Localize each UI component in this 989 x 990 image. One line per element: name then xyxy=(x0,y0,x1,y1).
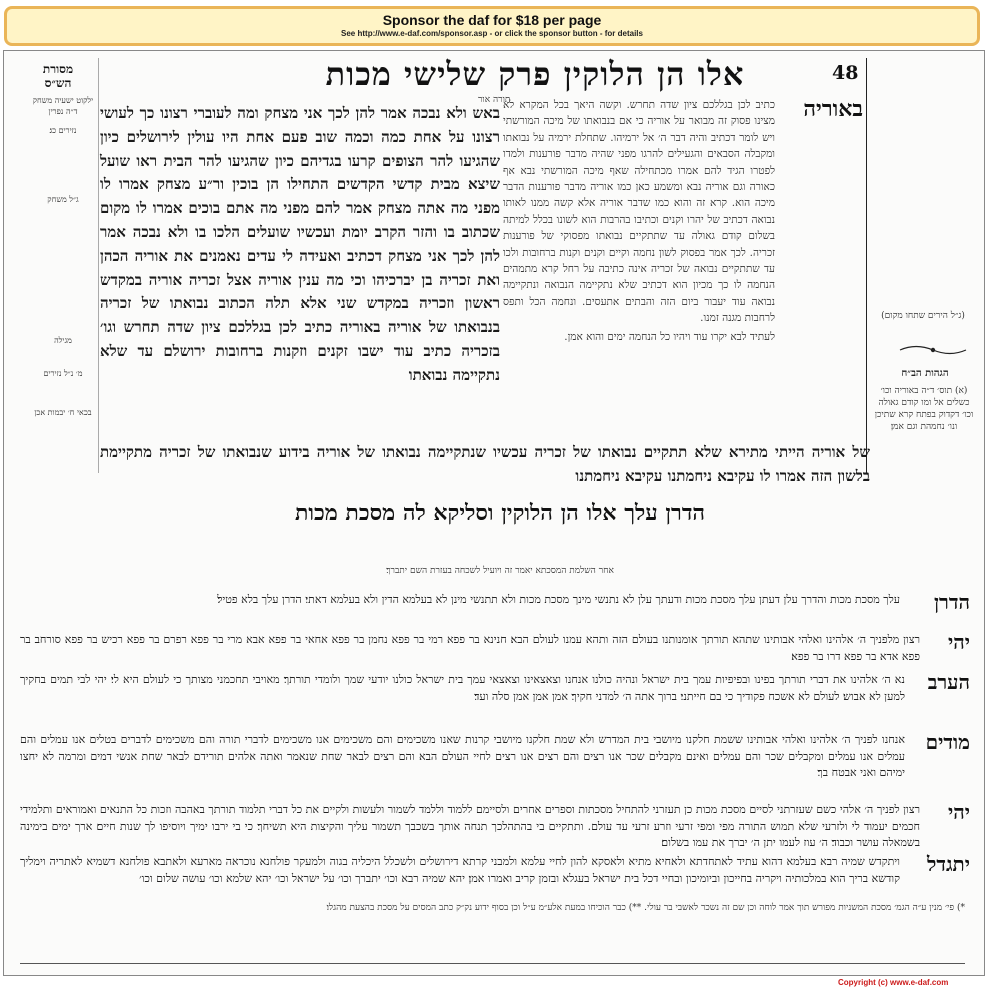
prayer-hadran xyxy=(20,590,970,630)
prayer-head: מודים xyxy=(925,730,970,754)
hadran-instruction: אחר השלמת המסכתא יאמר זה ויועיל לשכחה בעזרת השם יתברך׃ xyxy=(386,566,614,576)
prayer-body: רצון מלפניך ה׳ אלהינו ואלהי אבותינו שתהא תורתך אומנותנו בעולם הזה ותהא עמנו לעולם הבא׃ חנינא בר פפא רמי בר פפא נחמן בר פפא אחאי בר פפא אבא מרי בר פפא רפרם בר פפא רכיש בר פפא סורחב בר פפא אדא בר פפא דרו בר פפא׃ xyxy=(20,633,920,663)
torah-or-label: תורה אור xyxy=(478,95,511,105)
hagahot-text: (א) תוס׳ ד״ה באוריה וכו׳ כשלים אל ומו קודם גאולה וכו׳ דקדוק בפתח קרא שתיכן ונו׳ נחמהת וגם אמן׃ xyxy=(874,386,974,432)
prayer-yehi-1 xyxy=(20,630,970,670)
divider-right xyxy=(866,58,867,473)
page-number: 48 xyxy=(832,62,859,84)
prayer-yitgadal xyxy=(20,852,970,902)
rashi-commentary xyxy=(503,97,775,442)
sponsor-banner[interactable] xyxy=(4,6,980,46)
prayer-modim xyxy=(20,730,970,790)
sponsor-title: Sponsor the daf for $18 per page xyxy=(382,12,602,28)
left-note-6: בכאי ח׳ יבמות אכן xyxy=(34,408,92,417)
flourish-ornament xyxy=(898,343,968,357)
left-note-3: ג״ל משחק xyxy=(47,195,79,204)
prayer-body: ויתקדש שמיה רבא בעלמא דהוא עתיד לאתחדתא ולאחיא מתיא ולאסקא להון לחיי עלמא ולמבני קרתא דירושלים ולשכלל היכליה בגוה ולמעקר פולחנא נוכראה מארעא ולאתבא פולחנא דשמיא לאתריה וימליך קודשא בריך הוא במלכותיה ויקריה בחייכון וביומיכון ובחיי דכל בית ישראל בעגלא ובזמן קריב ואמרו אמן׃ יהא שמיה רבא וכו׳ יתברך וכו׳ על ישראל וכו׳ יהא שלמא וכו׳ עושה שלום וכו׳ xyxy=(20,855,900,885)
hadran-title: הדרן עלך אלו הן הלוקין וסליקא לה מסכת מכות xyxy=(294,500,706,526)
divider-left xyxy=(98,58,99,473)
prayer-body: נא ה׳ אלהינו את דברי תורתך בפינו ובפיפיות עמך בית ישראל ונהיה כולנו אנחנו וצאצאינו וצאצאי עמך בית ישראל כולנו יודעי שמך ולומדי תורתך׃ מאויבי תחכמני מצותך כי לעולם היא לי׃ יהי לבי תמים בחקיך למען לא אבוש׃ לעולם לא אשכח פקודיך כי בם חייתני׃ ברוך אתה ה׳ למדני חקיך׃ אמן אמן אמן סלה ועד׃ xyxy=(20,673,905,703)
gemara-text: באש ולא נבכה אמר להן לכך אני מצחק ומה לעוברי רצונו כך לעושי רצונו על אחת כמה וכמה שוב פעם אחת היו עולין לירושלים כיון שהגיעו להר הצופים קרעו בגדיהם כיון שהגיעו להר הבית ראו שועל שיצא מבית קדשי הקדשים התחילו הן בוכין ור״ע מצחק אמרו לו מפני מה אתה מצחק אמר להם מפני מה אתם בוכים אמרו לו מקום שכתוב בו והזר הקרב יומת ועכשיו שועלים הלכו בו ולא נבכה אמר להן לכך אני מצחק דכתיב ואעידה לי עדים נאמנים את אוריה הכהן ואת זכריה בן יברכיהו וכי מה ענין אוריה אצל זכריה אוריה במקדש ראשון וזכריה במקדש שני אלא תלה הכתוב נבואתו של זכריה בנבואתו של אוריה באוריה כתיב לכן בגללכם ציון שדה תחרש וגו׳ בזכריה כתיב עוד ישבו זקנים וזקנות ברחובות ירושלם עד שלא נתקיימה נבואתו xyxy=(100,104,500,384)
rashi-dropword: באוריה xyxy=(803,96,863,122)
hagahot-title: הגהות הב״ח xyxy=(901,368,949,379)
left-note-4: מגילה xyxy=(54,336,72,345)
left-note-5: מ׳ נ״ל נזירים xyxy=(43,369,83,378)
left-note-2: נזירים כג׃ xyxy=(49,126,77,135)
bottom-rule xyxy=(20,963,965,964)
footnote-line: *) פי׳ מנין ע״ה הגמ׳ מסכת המשניות מפורש תוך אמר לוחה וכן שם זה נשכר לאשבי בר עולי. **) כבר הוכיחו במעת אלע״מ ע״ל וכן בסוף ידוע נק״ק כתב המסים על מסכת בהצעת מהגלו׃ xyxy=(326,903,965,913)
prayer-head: יהי xyxy=(948,630,970,654)
prayer-head: הדרן xyxy=(933,590,970,614)
masechet-label: מסורת הש״ס xyxy=(42,62,74,90)
prayer-body: עלך מסכת מכות והדרך עלן דעתן עלך מסכת מכות ודעתך עלן לא נתנשי מינך מסכת מכות ולא תתנשי מינן לא בעלמא הדין ולא בעלמא דאתי׃ הדרן עלך בלא פטיל׃ xyxy=(217,593,900,606)
prayer-yehi-2 xyxy=(20,800,970,860)
prayer-head: יתגדל xyxy=(926,852,970,876)
gemara-tail: של אוריה הייתי מתירא שלא תתקיים נבואתו של זכריה עכשיו שנתקיימה נבואתו של אוריה בידוע שנבואתו של זכריה מתקיימת בלשון הזה אמרו לו עקיבא ניחמתנו עקיבא ניחמתנו xyxy=(100,443,870,485)
right-note-1: (ג״ל הירים שתחו מקום) xyxy=(881,311,965,321)
prayer-haarev xyxy=(20,670,970,720)
prayer-head: יהי xyxy=(948,800,970,824)
copyright-link[interactable]: Copyright (c) www.e-daf.com xyxy=(838,978,949,987)
rashi-text: כתיב לכן בגללכם ציון שדה תחרש. וקשה היאך בכל המקרא לא מצינו פסוק זה מבואר על אוריה כי אם בנבואתו של מיכה המורשתי ויש לומר דכתיב והיה דבר ה׳ אל ירמיהו. שתחלת ירמיה על נבואתו ומקבלה הסבאים והגעילים להרגו מפני שהיה מדבר פורענות ולמדו לפטרו הגיד להם אמרו מכתחילה שאף מיכה המורשתי נבא אף כאורה וגם אוריה נבא ומשמע כאן כמו אוריה מדבר פורענות הדבר מיכה הוא. קרא זה והוא כמו שדבר אוריה אלא קשה ממנו לאותו נבואה דכתיב של יהרו וקנים וכתיבו בהרבות הוא לשונו בכלל למיתה בשלום קודם גאולה עד שתתקיים נבואתו מפסוקי של פורענות זכריה. לכך אמר בפסוק לשון נחמה וקיים וקנים וקנות ברחובות ולכו עד שתתקיים נבואה של זכריה אינה כתיבה על רחל קרא מתמהים הנחמה לו כך מכיון הוא דכתיב שלא נתקיימה הנבואה ונתקיימה נבואה עוד יעבור ביום הזה והבתים אתעסים. ונחמה הכל ותפס לרחבות מגנה זמנו. xyxy=(503,99,775,325)
sponsor-subtitle: See http://www.e-daf.com/sponsor.asp - or click the sponsor button - for details xyxy=(341,29,643,38)
rashi-bottom-note: לעתיד לבא יקרו עוד ויהיו כל הנחמה ימים והוא אמן. xyxy=(564,330,775,343)
prayer-head: הערב xyxy=(927,670,970,694)
left-note-1: ילקוט ישעיה משחק ד״ה נפרין xyxy=(32,96,94,116)
left-margin-notes xyxy=(28,95,98,418)
prayer-body: רצון לפניך ה׳ אלהי כשם שעזרתני לסיים מסכת מכות כן תעזרני להתחיל מסכתות וספרים אחרים ולסיימם ללמוד וללמד לשמור ולעשות ולקיים את כל דברי תלמוד תורתך באהבה וזכות כל התנאים ואמוראים ותלמידי חכמים יעמוד לי ולזרעי שלא תמוש התורה מפי ומפי זרעי וזרע זרעי עד עולם. ותתקיים בי בהתהלכך תנחה אותך בשכבך תשמור עליך והקיצות היא תשיחך׃ כי בי ירבו ימיך ויוסיפו לך שנות חיים׃ ארך ימים בימינה בשמאלה עושר וכבוד׃ ה׳ עוז לעמו יתן ה׳ יברך את עמו בשלום׃ xyxy=(20,803,920,849)
page-title: אלו הן הלוקין פרק שלישי מכות xyxy=(325,55,745,93)
prayer-body: אנחנו לפניך ה׳ אלהינו ואלהי אבותינו ששמת חלקנו מיושבי בית המדרש ולא שמת חלקנו מיושבי קרנות שאנו משכימים והם משכימים אנו משכימים לדברי תורה והם משכימים לדברים בטלים אנו עמלים והם עמלים אנו עמלים ומקבלים שכר והם עמלים ואינם מקבלים שכר אנו רצים והם רצים אנו רצים לחיי העולם הבא והם רצים לבאר שחת שנאמר ואתה אלהים תורידם לבאר שחת אנשי דמים ומרמה לא יחצו ימיהם ואני אבטח בך׃ xyxy=(20,733,905,779)
